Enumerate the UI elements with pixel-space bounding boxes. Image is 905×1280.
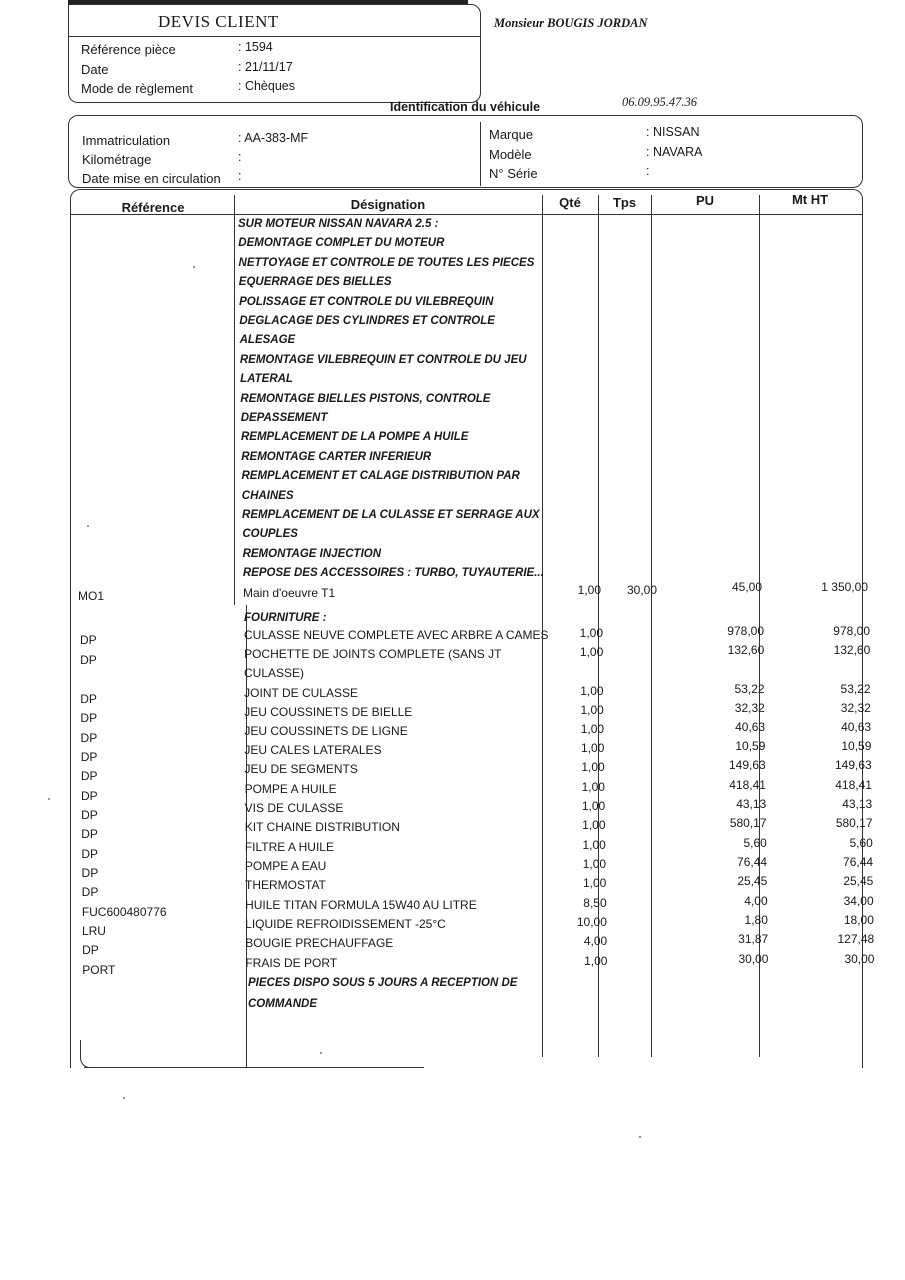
part-mt: 25,45 — [843, 874, 874, 888]
part-designation: JEU COUSSINETS DE BIELLE — [244, 705, 413, 719]
part-ref: DP — [80, 731, 98, 745]
vehicle-box-divider — [480, 122, 481, 186]
work-description-line: POLISSAGE ET CONTROLE DU VILEBREQUIN — [239, 295, 494, 308]
part-designation: KIT CHAINE DISTRIBUTION — [244, 820, 400, 834]
part-pu: 25,45 — [737, 874, 768, 888]
part-ref: DP — [80, 769, 98, 783]
vehicle-label-plate: Immatriculation — [82, 133, 171, 148]
vehicle-value-serial: : — [646, 164, 650, 178]
part-qte: 1,00 — [580, 722, 605, 736]
work-description-line: NETTOYAGE ET CONTROLE DE TOUTES LES PIECES — [238, 256, 535, 269]
scan-speck — [123, 1097, 125, 1099]
part-qte: 1,00 — [581, 741, 605, 755]
part-mt: 580,17 — [835, 816, 873, 830]
part-pu: 4,00 — [744, 894, 768, 908]
part-pu: 580,17 — [729, 816, 767, 830]
part-pu: 43,13 — [736, 797, 767, 811]
scan-speck — [48, 798, 50, 800]
part-mt: 978,00 — [833, 624, 870, 638]
part-pu: 30,00 — [738, 952, 769, 966]
part-qte: 1,00 — [581, 760, 605, 774]
col-divider-ref — [234, 195, 235, 605]
labour-tps: 30,00 — [626, 583, 657, 597]
vehicle-value-model: : NAVARA — [646, 145, 703, 159]
part-mt: 149,63 — [834, 758, 872, 772]
header-value-payment: : Chèques — [238, 79, 295, 93]
part-designation: JEU COUSSINETS DE LIGNE — [244, 724, 408, 738]
part-pu: 5,60 — [743, 836, 767, 850]
scan-speck — [87, 525, 89, 527]
vehicle-label-brand: Marque — [489, 127, 534, 142]
part-mt: 132,60 — [833, 643, 871, 657]
column-header-mt-ht: Mt HT — [791, 192, 829, 207]
part-designation: JEU CALES LATERALES — [244, 743, 382, 757]
part-mt: 18,00 — [843, 913, 874, 927]
work-description-line: REMPLACEMENT ET CALAGE DISTRIBUTION PAR — [241, 470, 520, 483]
vehicle-label-registration-date: Date mise en circulation — [82, 171, 221, 186]
client-name: Monsieur BOUGIS JORDAN — [494, 16, 648, 30]
part-designation: FRAIS DE PORT — [245, 956, 338, 970]
work-description-line: EQUERRAGE DES BIELLES — [238, 276, 392, 289]
labour-pu: 45,00 — [731, 580, 762, 594]
column-header-designation: Désignation — [350, 197, 426, 212]
part-designation: BOUGIE PRECHAUFFAGE — [245, 936, 394, 950]
part-mt: 10,59 — [841, 739, 872, 753]
part-pu: 32,32 — [734, 701, 765, 715]
scan-speck — [193, 266, 195, 268]
part-qte: 1,00 — [583, 876, 607, 890]
part-designation: POMPE A HUILE — [244, 782, 337, 796]
work-description-line: REMONTAGE BIELLES PISTONS, CONTROLE — [240, 392, 491, 405]
part-mt: 43,13 — [842, 797, 873, 811]
work-description-line: LATERAL — [240, 373, 293, 386]
col-divider-tps — [651, 195, 652, 1057]
part-designation: FILTRE A HUILE — [244, 840, 334, 854]
part-designation: HUILE TITAN FORMULA 15W40 AU LITRE — [245, 898, 477, 912]
part-pu: 149,63 — [728, 758, 766, 772]
work-description-line: CHAINES — [241, 489, 294, 502]
header-value-ref: : 1594 — [238, 40, 273, 54]
part-pu: 40,63 — [735, 720, 766, 734]
client-phone: 06.09.95.47.36 — [622, 95, 697, 109]
labour-designation: Main d'oeuvre T1 — [243, 586, 336, 600]
work-description-line: ALESAGE — [239, 334, 296, 347]
part-qte: 1,00 — [580, 703, 604, 717]
footer-note-line: COMMANDE — [248, 998, 317, 1010]
vehicle-section-title: Identification du véhicule — [390, 100, 541, 114]
part-designation: THERMOSTAT — [245, 878, 326, 892]
col-divider-desig — [542, 195, 543, 1057]
part-qte: 1,00 — [582, 857, 607, 871]
column-header-tps: Tps — [612, 195, 637, 210]
labour-mt: 1 350,00 — [821, 580, 868, 594]
fourniture-title: FOURNITURE : — [244, 612, 327, 624]
part-pu: 978,00 — [727, 624, 764, 638]
document-title: DEVIS CLIENT — [158, 12, 279, 31]
part-mt: 40,63 — [841, 720, 872, 734]
part-pu: 132,60 — [727, 643, 765, 657]
part-ref: DP — [80, 711, 98, 725]
vehicle-label-mileage: Kilométrage — [82, 152, 152, 167]
labour-ref: MO1 — [78, 589, 105, 603]
footer-note-line: PIECES DISPO SOUS 5 JOURS A RECEPTION DE — [248, 977, 518, 989]
part-ref: DP — [80, 750, 98, 764]
part-qte: 1,00 — [581, 799, 606, 813]
part-ref: DP — [80, 633, 97, 647]
work-description-line: REMONTAGE INJECTION — [242, 547, 382, 560]
part-ref: DP — [81, 885, 99, 899]
part-ref: DP — [80, 653, 97, 667]
part-qte: 1,00 — [584, 954, 608, 968]
header-label-payment: Mode de règlement — [81, 81, 194, 96]
part-pu: 1,80 — [744, 913, 768, 927]
header-value-date: : 21/11/17 — [238, 60, 293, 74]
work-description-line: DEMONTAGE COMPLET DU MOTEUR — [238, 237, 445, 250]
header-title-underline — [68, 36, 480, 37]
part-pu: 10,59 — [735, 739, 766, 753]
part-mt: 30,00 — [844, 952, 875, 966]
column-header-pu: PU — [695, 193, 715, 208]
part-designation: LIQUIDE REFROIDISSEMENT -25°C — [245, 917, 446, 931]
part-ref: DP — [81, 847, 99, 861]
part-ref: DP — [81, 808, 98, 822]
part-designation: CULASSE NEUVE COMPLETE AVEC ARBRE A CAMES — [244, 628, 549, 642]
part-mt: 34,00 — [843, 894, 874, 908]
part-ref: LRU — [81, 924, 106, 938]
header-label-ref: Référence pièce — [81, 42, 176, 57]
part-ref: PORT — [82, 963, 116, 977]
part-designation: POCHETTE DE JOINTS COMPLETE (SANS JT — [244, 647, 502, 661]
part-pu: 31,87 — [738, 932, 769, 946]
part-qte: 4,00 — [583, 934, 608, 948]
part-designation: JEU DE SEGMENTS — [244, 762, 358, 776]
part-qte: 1,00 — [580, 684, 604, 698]
part-mt: 53,22 — [840, 682, 871, 696]
part-designation-cont: CULASSE) — [244, 666, 305, 680]
part-mt: 418,41 — [835, 778, 872, 792]
column-header-qte: Qté — [559, 195, 581, 210]
work-description-line: COUPLES — [242, 528, 298, 541]
header-label-date: Date — [81, 62, 109, 77]
part-ref: DP — [82, 943, 99, 957]
work-description-line: REMPLACEMENT DE LA CULASSE ET SERRAGE AUX — [242, 509, 540, 521]
work-description-line: DEPASSEMENT — [240, 412, 328, 424]
vehicle-label-serial: N° Série — [489, 166, 538, 181]
part-mt: 5,60 — [849, 836, 873, 850]
work-description-line: SUR MOTEUR NISSAN NAVARA 2.5 : — [238, 218, 439, 230]
part-qte: 8,50 — [583, 896, 607, 910]
part-qte: 1,00 — [579, 645, 604, 659]
part-qte: 1,00 — [582, 818, 606, 832]
part-mt: 76,44 — [843, 855, 874, 869]
table-bottom-left-corner — [80, 1040, 251, 1068]
part-pu: 53,22 — [734, 682, 765, 696]
part-qte: 1,00 — [581, 780, 605, 794]
part-ref: DP — [80, 789, 98, 803]
vehicle-label-model: Modèle — [489, 147, 532, 162]
vehicle-value-plate: : AA-383-MF — [238, 131, 309, 145]
work-description-line: REMONTAGE VILEBREQUIN ET CONTROLE DU JEU — [239, 353, 527, 366]
part-qte: 10,00 — [576, 915, 607, 929]
part-designation: JOINT DE CULASSE — [244, 686, 358, 700]
work-description-line: DEGLACAGE DES CYLINDRES ET CONTROLE — [239, 315, 495, 327]
part-ref: DP — [80, 692, 97, 706]
scan-speck — [320, 1052, 322, 1054]
work-description-line: REMPLACEMENT DE LA POMPE A HUILE — [240, 431, 469, 444]
work-description-line: REPOSE DES ACCESSOIRES : TURBO, TUYAUTERIE... — [242, 567, 544, 580]
part-ref: DP — [81, 827, 98, 841]
vehicle-value-registration-date: : — [238, 169, 242, 183]
table-bottom-line — [84, 1067, 424, 1068]
part-mt: 127,48 — [837, 932, 875, 946]
part-pu: 418,41 — [729, 778, 766, 792]
part-designation: POMPE A EAU — [244, 859, 327, 873]
part-qte: 1,00 — [579, 626, 603, 640]
work-description-line: REMONTAGE CARTER INFERIEUR — [241, 450, 432, 463]
part-ref: DP — [81, 866, 99, 880]
part-mt: 32,32 — [840, 701, 871, 715]
labour-qte: 1,00 — [577, 583, 601, 597]
vehicle-value-mileage: : — [238, 150, 242, 164]
part-qte: 1,00 — [582, 838, 606, 852]
vehicle-value-brand: : NISSAN — [646, 125, 700, 139]
part-ref: FUC600480776 — [81, 905, 167, 919]
part-pu: 76,44 — [737, 855, 768, 869]
scan-speck — [639, 1136, 641, 1138]
column-header-reference: Référence — [121, 200, 185, 215]
part-designation: VIS DE CULASSE — [244, 801, 344, 815]
